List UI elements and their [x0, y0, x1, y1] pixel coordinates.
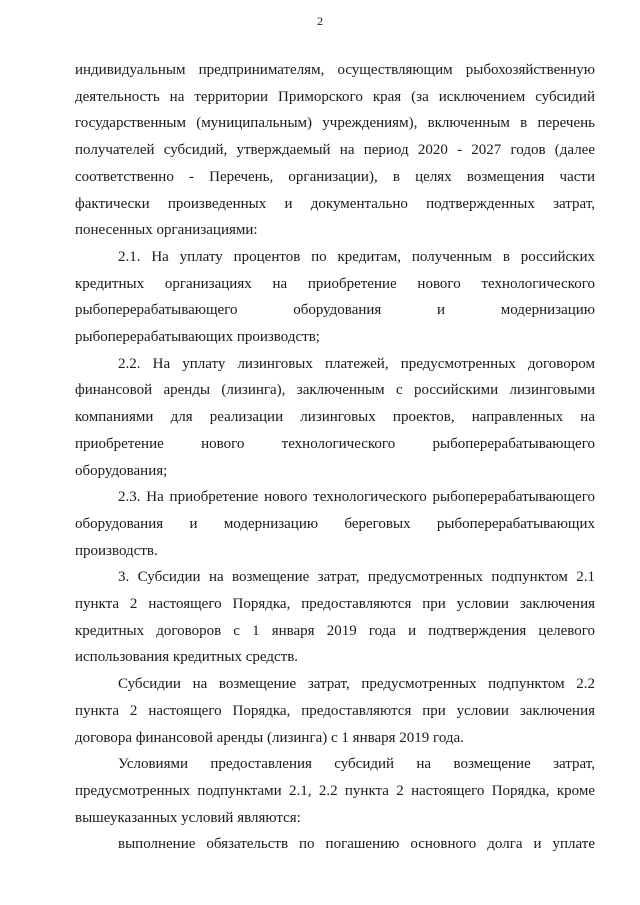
paragraph-3 — [75, 564, 595, 671]
text-line: 2.3. На приобретение нового технологического рыбоперерабатывающего — [118, 489, 595, 506]
text-line: кредитных организациях на приобретение нового технологического — [75, 275, 595, 292]
text-line: Условиями предоставления субсидий на возмещение затрат, — [118, 756, 595, 773]
text-line: рыбоперерабатывающего оборудования и модернизацию — [75, 302, 595, 319]
paragraph-obligations — [75, 831, 595, 858]
paragraph-subsidies-leasing — [75, 671, 595, 751]
text-line: получателей субсидий, утверждаемый на период 2020 - 2027 годов (далее — [75, 142, 595, 159]
text-line: фактически произведенных и документально подтвержденных затрат, — [75, 195, 595, 212]
text-line: договора финансовой аренды (лизинга) с 1 января 2019 года. — [75, 729, 464, 746]
page-number: 2 — [317, 14, 323, 28]
text-line: пункта 2 настоящего Порядка, предоставляются при условии заключения — [75, 596, 595, 613]
text-line: предусмотренных подпунктами 2.1, 2.2 пункта 2 настоящего Порядка, кроме — [75, 782, 595, 799]
text-line: компаниями для реализации лизинговых проектов, направленных на — [75, 409, 595, 426]
text-line: Субсидии на возмещение затрат, предусмотренных подпунктом 2.2 — [118, 676, 595, 693]
text-line: финансовой аренды (лизинга), заключенным с российскими лизинговыми — [75, 382, 595, 399]
paragraph-2-3 — [75, 484, 595, 564]
paragraph-recipients — [75, 57, 595, 244]
text-line: деятельность на территории Приморского края (за исключением субсидий — [75, 88, 595, 105]
text-line: оборудования и модернизацию береговых рыбоперерабатывающих — [75, 515, 595, 532]
text-line: 2.2. На уплату лизинговых платежей, предусмотренных договором — [118, 355, 595, 372]
paragraph-2-2 — [75, 351, 595, 485]
text-line: вышеуказанных условий являются: — [75, 809, 301, 826]
text-line: пункта 2 настоящего Порядка, предоставляются при условии заключения — [75, 702, 595, 719]
text-line: оборудования; — [75, 462, 168, 479]
text-line: 3. Субсидии на возмещение затрат, предусмотренных подпунктом 2.1 — [118, 569, 595, 586]
paragraph-conditions — [75, 751, 595, 831]
document-body — [75, 57, 595, 858]
text-line: соответственно - Перечень, организации), в целях возмещения части — [75, 168, 595, 185]
paragraph-2-1 — [75, 244, 595, 351]
text-line: понесенных организациями: — [75, 222, 258, 239]
text-line: выполнение обязательств по погашению основного долга и уплате — [118, 836, 595, 853]
text-line: государственным (муниципальным) учреждениям), включенным в перечень — [75, 115, 595, 132]
text-line: приобретение нового технологического рыбоперерабатывающего — [75, 435, 595, 452]
text-line: 2.1. На уплату процентов по кредитам, полученным в российских — [118, 248, 595, 265]
text-line: индивидуальным предпринимателям, осуществляющим рыбохозяйственную — [75, 62, 595, 78]
text-line: рыбоперерабатывающих производств; — [75, 329, 320, 346]
text-line: производств. — [75, 542, 158, 559]
text-line: кредитных договоров с 1 января 2019 года и подтверждения целевого — [75, 622, 595, 639]
text-line: использования кредитных средств. — [75, 649, 299, 666]
